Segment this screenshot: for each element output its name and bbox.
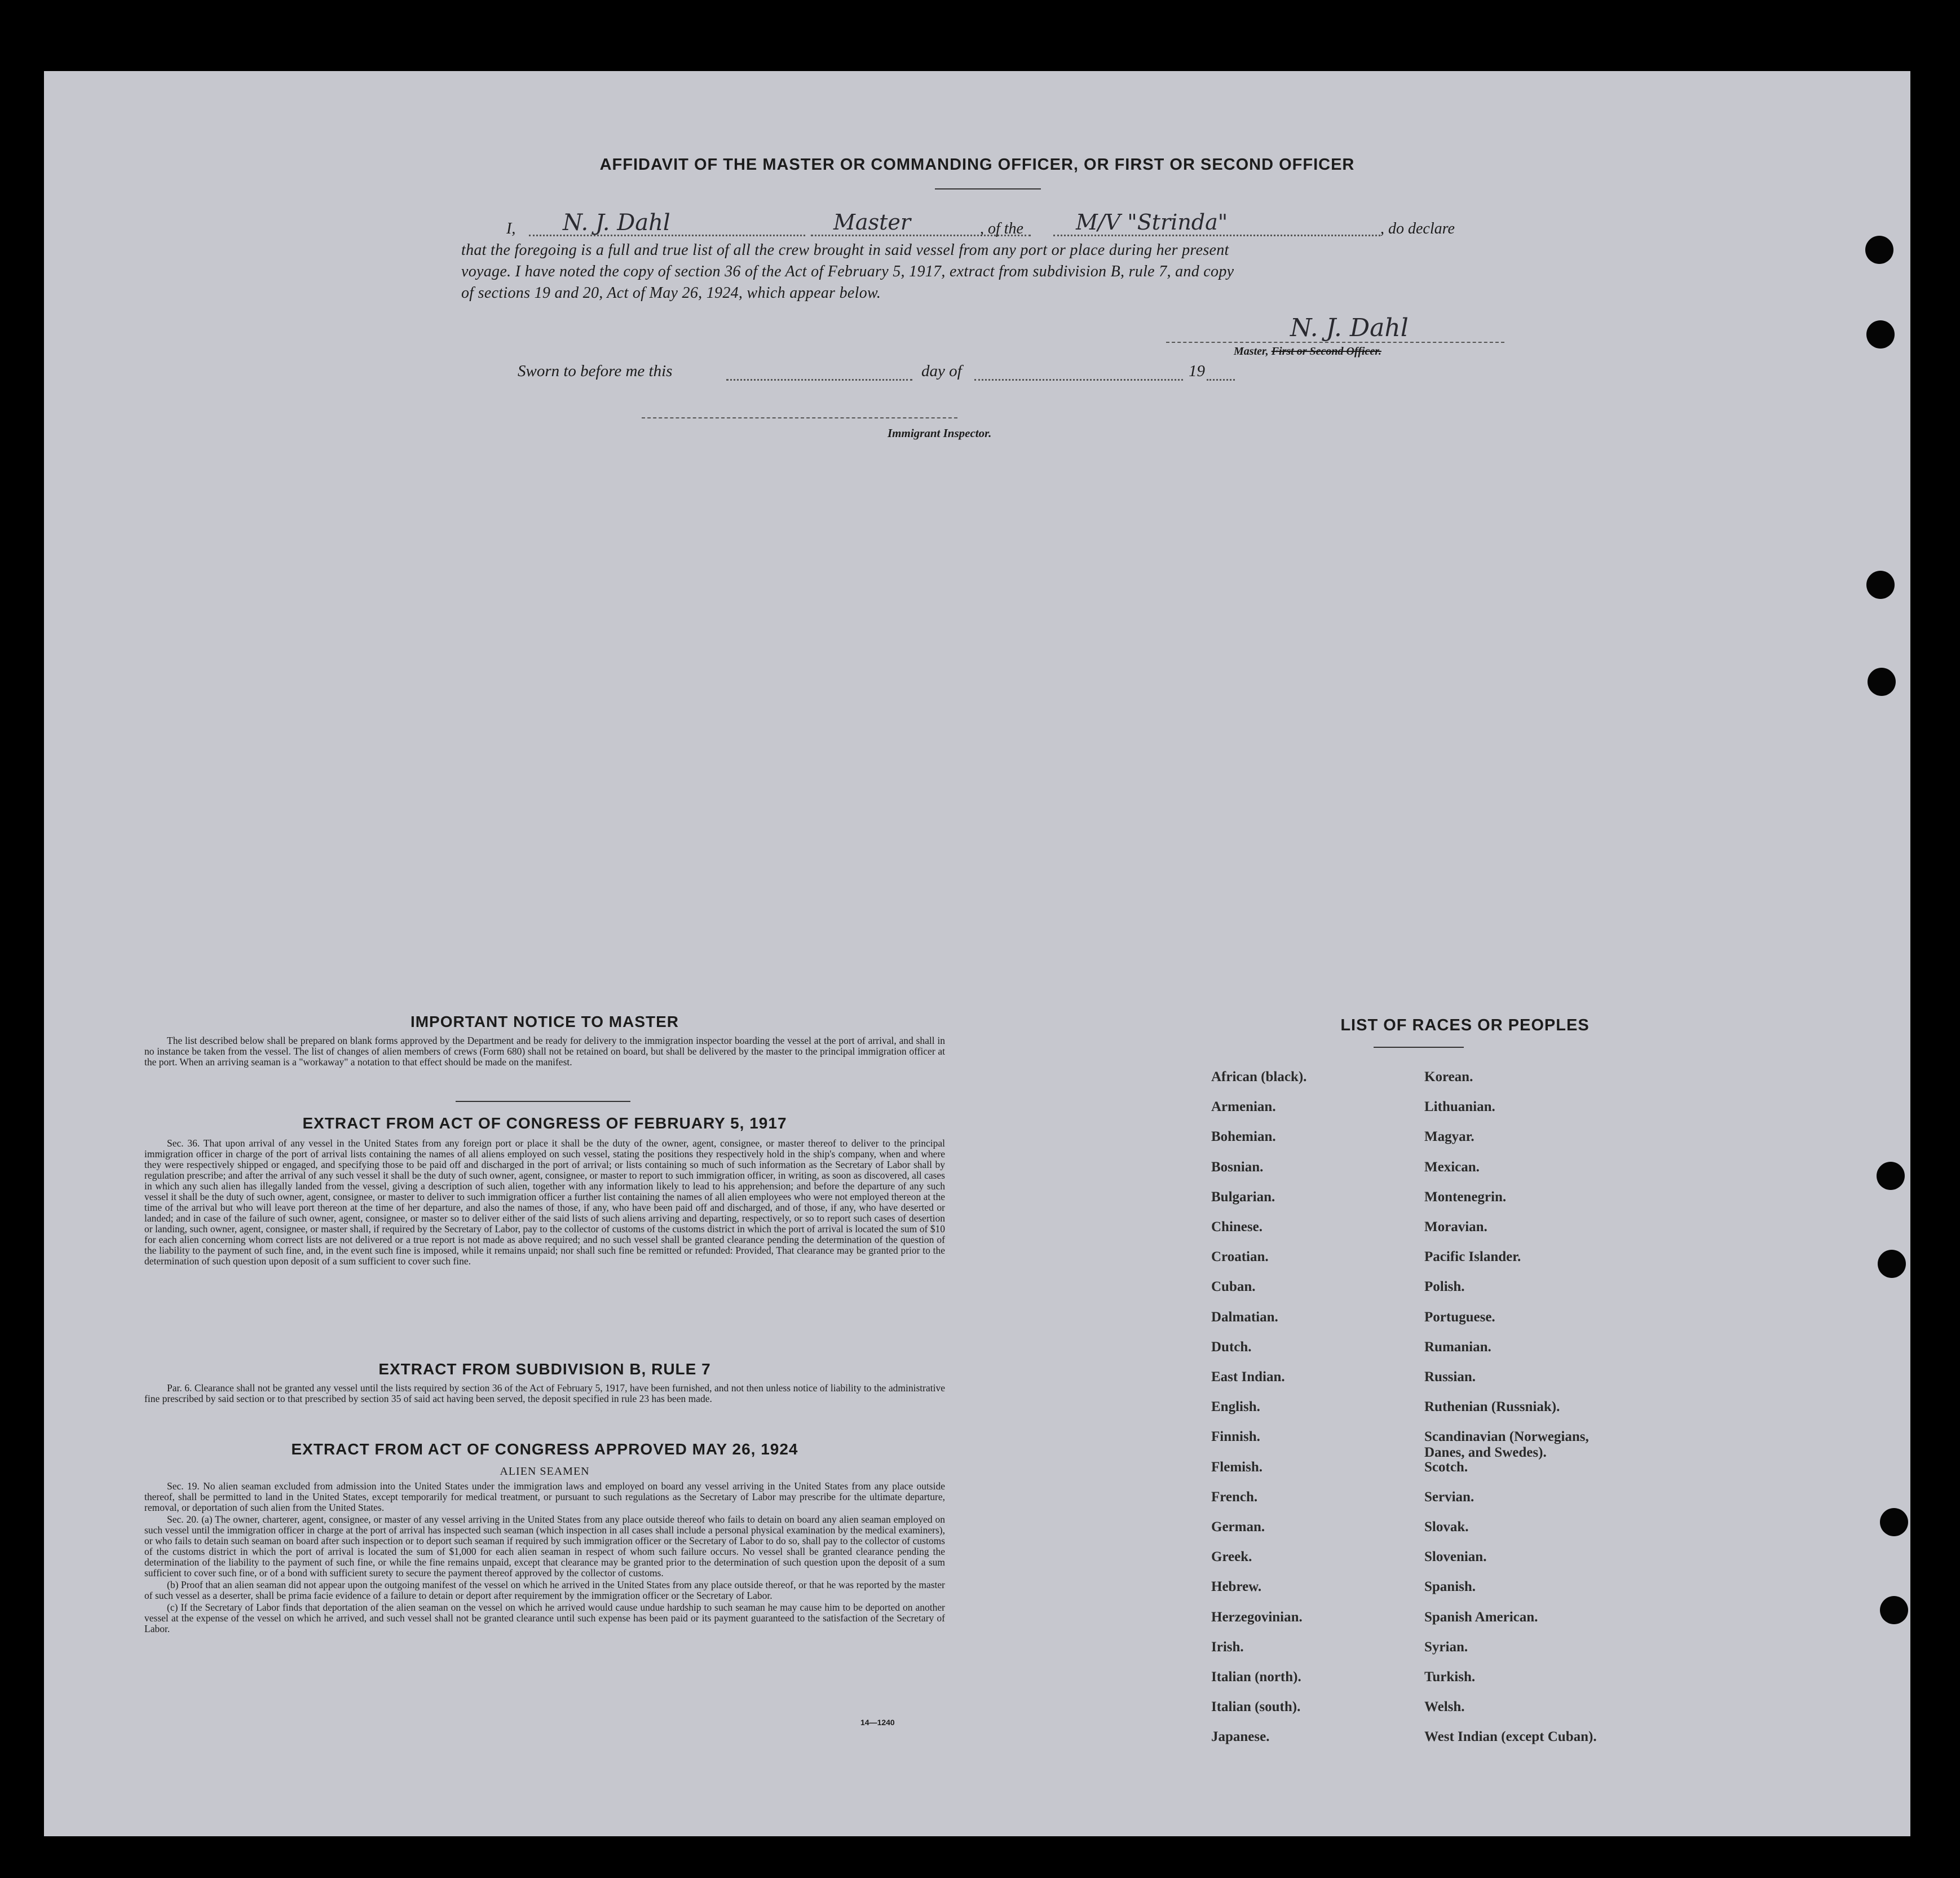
race-item: Turkish. bbox=[1424, 1669, 1476, 1685]
sworn-month-line bbox=[974, 379, 1183, 381]
race-item: East Indian. bbox=[1211, 1369, 1285, 1385]
race-item: Syrian. bbox=[1424, 1639, 1468, 1655]
vessel-line bbox=[1053, 235, 1380, 236]
race-item: Bosnian. bbox=[1211, 1159, 1264, 1175]
race-item: African (black). bbox=[1211, 1069, 1307, 1085]
extract-1917-body bbox=[144, 1138, 945, 1268]
extract-1924-title: EXTRACT FROM ACT OF CONGRESS APPROVED MAY 26, 1924 bbox=[291, 1440, 798, 1458]
binder-hole bbox=[1866, 320, 1895, 349]
races-divider bbox=[1374, 1047, 1464, 1048]
alien-seamen-subtitle: ALIEN SEAMEN bbox=[500, 1465, 590, 1478]
sec-20a-paragraph: Sec. 20. (a) The owner, charterer, agent, consignee, or master of any vessel arriving in the United States from any place outside thereof who fails to detain on board any alien seaman employed on such vessel until the immigration officer in charge at the port of arrival has inspected such seaman (which inspection in all cases shall include a personal physical examination by the medical examiners), or who fails to detain such seaman on board after such inspection or to deport such seaman if required by such immigration officer or the Secretary of Labor to do so, shall pay to the collector of customs of the customs district in which the port of arrival is located the sum of $1,000 for each alien seaman in respect of whom such failure occurs. No vessel shall be granted clearance pending the determination of the liability to the payment of such fine, or while the fine remains unpaid, except that clearance may be granted prior to the determination of such question upon the deposit of a sum sufficient to cover such fine, or of a bond with sufficient surety to secure the payment thereof approved by the collector of customs. bbox=[144, 1514, 945, 1579]
sec-19-paragraph: Sec. 19. No alien seaman excluded from admission into the United States under the immigration laws and employed on board any vessel arriving in the United States from any place outside thereof, shall be permitted to land in the United States, except temporarily for medical treatment, or pursuant to such regulations as the Secretary of Labor may prescribe for the ultimate departure, removal, or deportation of such alien from the United States. bbox=[144, 1480, 945, 1513]
race-item: Spanish. bbox=[1424, 1579, 1476, 1595]
binder-hole bbox=[1877, 1162, 1905, 1190]
race-item: Pacific Islander. bbox=[1424, 1249, 1521, 1265]
affidavit-do-declare: , do declare bbox=[1380, 220, 1455, 237]
affidavit-line-4: of sections 19 and 20, Act of May 26, 1924, which appear below. bbox=[461, 284, 881, 302]
affidavit-line-3: voyage. I have noted the copy of section 36 of the Act of February 5, 1917, extract from subdivision B, rule 7, and copy bbox=[461, 263, 1234, 280]
race-item: French. bbox=[1211, 1489, 1258, 1505]
race-item: Slovenian. bbox=[1424, 1549, 1487, 1565]
race-item: Korean. bbox=[1424, 1069, 1473, 1085]
race-item: Welsh. bbox=[1424, 1699, 1465, 1715]
races-title: LIST OF RACES OR PEOPLES bbox=[1340, 1016, 1590, 1034]
race-item: Chinese. bbox=[1211, 1219, 1262, 1235]
binder-hole bbox=[1880, 1508, 1908, 1536]
race-item: Mexican. bbox=[1424, 1159, 1480, 1175]
year-prefix: 19 bbox=[1189, 362, 1205, 380]
race-item: Japanese. bbox=[1211, 1729, 1270, 1745]
race-item: Armenian. bbox=[1211, 1099, 1276, 1115]
sec-20b-paragraph: (b) Proof that an alien seaman did not appear upon the outgoing manifest of the vessel on which he arrived in the United States from any place outside thereof, or that he was reported by the master of such vessel as a deserter, shall be prima facie evidence of a failure to detain or deport after requirement by the immigration officer or the Secretary of Labor. bbox=[144, 1579, 945, 1601]
extract-1917-title: EXTRACT FROM ACT OF CONGRESS OF FEBRUARY 5, 1917 bbox=[302, 1114, 787, 1132]
race-item: Croatian. bbox=[1211, 1249, 1269, 1265]
race-item: Servian. bbox=[1424, 1489, 1475, 1505]
affidavit-line-2: that the foregoing is a full and true list of all the crew brought in said vessel from any port or place during her present bbox=[461, 241, 1229, 259]
rank-handwritten: Master bbox=[833, 210, 911, 235]
day-of-text: day of bbox=[921, 362, 962, 380]
sec-36-paragraph: Sec. 36. That upon arrival of any vessel in the United States from any foreign port or place it shall be the duty of the owner, agent, consignee, or master thereof to deliver to the principal immigration officer in charge of the port of arrival lists containing the names of all aliens employed on such vessel, stating the positions they respectively hold in the ship's company, when and where they were respectively shipped or engaged, and specifying those to be paid off and discharged in the port of arrival; or lists containing so much of such information as the Secretary of Labor shall by regulation prescribe; and after the arrival of any such vessel it shall be the duty of such owner, agent, consignee, or master to report to such immigration officer, in writing, as soon as discovered, all cases in which any such alien has illegally landed from the vessel, giving a description of such alien, together with any information likely to lead to his apprehension; and before the departure of any such vessel it shall be the duty of such owner, agent, consignee, or master to deliver to such immigration officer a further list containing the names of all alien employees who were not employed thereon at the time of the arrival but who will leave port thereon at the time of her departure, and also the names of those, if any, who have been paid off and discharged, and of those, if any, who have deserted or landed; and in case of the failure of such owner, agent, consignee, or master so to deliver either of the said lists of such aliens arriving and departing, respectively, or so to report such cases of desertion or landing, such owner, agent, consignee, or master shall, if required by the Secretary of Labor, pay to the collector of customs of the customs district in which the port of arrival is located the sum of $10 for each alien concerning whom correct lists are not delivered or a true report is not made as above required; and no such vessel shall be granted clearance pending the determination of the question of the liability to the payment of such fine, and, in the event such fine is imposed, while it remains unpaid; nor shall such fine be remitted or refunded: Provided, That clearance may be granted prior to the determination of such question upon deposit of a sum sufficient to cover such fine. bbox=[144, 1138, 945, 1267]
race-item: Finnish. bbox=[1211, 1429, 1260, 1445]
race-item: Portuguese. bbox=[1424, 1309, 1495, 1325]
document-page bbox=[44, 71, 1910, 1836]
race-item: Polish. bbox=[1424, 1279, 1465, 1295]
race-item: Ruthenian (Russniak). bbox=[1424, 1399, 1560, 1415]
race-item: Dalmatian. bbox=[1211, 1309, 1278, 1325]
master-name-handwritten: N. J. Dahl bbox=[563, 210, 670, 236]
notice-divider bbox=[456, 1101, 630, 1102]
signature-handwritten: N. J. Dahl bbox=[1290, 314, 1409, 342]
notice-title: IMPORTANT NOTICE TO MASTER bbox=[410, 1013, 679, 1030]
affidavit-word-i: I, bbox=[506, 220, 516, 237]
race-item: Russian. bbox=[1424, 1369, 1476, 1385]
race-item: Spanish American. bbox=[1424, 1609, 1538, 1625]
caption-struck-officer: First or Second Officer. bbox=[1271, 345, 1381, 358]
race-item: West Indian (except Cuban). bbox=[1424, 1729, 1597, 1745]
race-item: Greek. bbox=[1211, 1549, 1252, 1565]
extract-1924-body bbox=[144, 1481, 945, 1635]
vessel-name-handwritten: M/V "Strinda" bbox=[1076, 210, 1228, 235]
race-item: Cuban. bbox=[1211, 1279, 1256, 1295]
race-item: Slovak. bbox=[1424, 1519, 1469, 1535]
inspector-caption: Immigrant Inspector. bbox=[888, 426, 992, 440]
binder-hole bbox=[1880, 1596, 1908, 1624]
affidavit-of-the: , of the bbox=[980, 220, 1023, 237]
binder-hole bbox=[1868, 668, 1896, 696]
caption-master: Master, bbox=[1234, 345, 1269, 358]
par-6-paragraph: Par. 6. Clearance shall not be granted any vessel until the lists required by section 36 of the Act of February 5, 1917, have been furnished, and not then unless notice of liability to the administrative fine prescribed by said section or to that prescribed by section 35 of said act having been served, the deposit specified in rule 23 has been made. bbox=[144, 1382, 945, 1404]
extract-rule7-title: EXTRACT FROM SUBDIVISION B, RULE 7 bbox=[378, 1360, 711, 1378]
race-item: Bohemian. bbox=[1211, 1129, 1276, 1145]
race-item: Moravian. bbox=[1424, 1219, 1487, 1235]
signature-caption bbox=[1234, 345, 1381, 358]
affidavit-title: AFFIDAVIT OF THE MASTER OR COMMANDING OFFICER, OR FIRST OR SECOND OFFICER bbox=[599, 156, 1355, 174]
sworn-date-line bbox=[726, 379, 912, 381]
race-item: Magyar. bbox=[1424, 1129, 1475, 1145]
race-item: English. bbox=[1211, 1399, 1260, 1415]
race-item: Herzegovinian. bbox=[1211, 1609, 1303, 1625]
inspector-line bbox=[642, 417, 957, 418]
form-number: 14—1240 bbox=[860, 1718, 895, 1727]
race-item: Scandinavian (Norwegians, Danes, and Swedes). bbox=[1424, 1429, 1589, 1461]
extract-rule7-body bbox=[144, 1383, 945, 1405]
race-item: Flemish. bbox=[1211, 1459, 1262, 1475]
binder-hole bbox=[1866, 571, 1895, 599]
race-item: Hebrew. bbox=[1211, 1579, 1262, 1595]
year-line bbox=[1207, 379, 1235, 381]
race-item: Italian (north). bbox=[1211, 1669, 1301, 1685]
binder-hole bbox=[1865, 236, 1893, 264]
race-item: Montenegrin. bbox=[1424, 1189, 1507, 1205]
race-item: Italian (south). bbox=[1211, 1699, 1301, 1715]
title-divider bbox=[935, 188, 1041, 189]
race-item: Bulgarian. bbox=[1211, 1189, 1275, 1205]
binder-hole bbox=[1878, 1250, 1906, 1278]
notice-body bbox=[144, 1035, 945, 1069]
race-item: Dutch. bbox=[1211, 1339, 1252, 1355]
race-item: Scotch. bbox=[1424, 1459, 1468, 1475]
sworn-text: Sworn to before me this bbox=[518, 362, 673, 380]
sec-20c-paragraph: (c) If the Secretary of Labor finds that deportation of the alien seaman on the vessel on which he arrived would cause undue hardship to such seaman he may cause him to be deported on another vessel at the expense of the vessel on which he arrived, and such vessel shall not be granted clearance until such expense has been paid or its payment guaranteed to the satisfaction of the Secretary of Labor. bbox=[144, 1602, 945, 1634]
race-item: German. bbox=[1211, 1519, 1265, 1535]
race-item: Rumanian. bbox=[1424, 1339, 1491, 1355]
race-item: Irish. bbox=[1211, 1639, 1244, 1655]
notice-paragraph: The list described below shall be prepared on blank forms approved by the Department and be ready for delivery to the immigration inspector boarding the vessel at the port of arrival, and shall in no instance be taken from the vessel. The list of changes of alien members of crews (Form 680) shall not be retained on board, but shall be delivered by the master to the principal immigration officer at the port. When an arriving seaman is a "workaway" a notation to that effect should be made on the manifest. bbox=[144, 1035, 945, 1068]
race-item: Lithuanian. bbox=[1424, 1099, 1495, 1115]
